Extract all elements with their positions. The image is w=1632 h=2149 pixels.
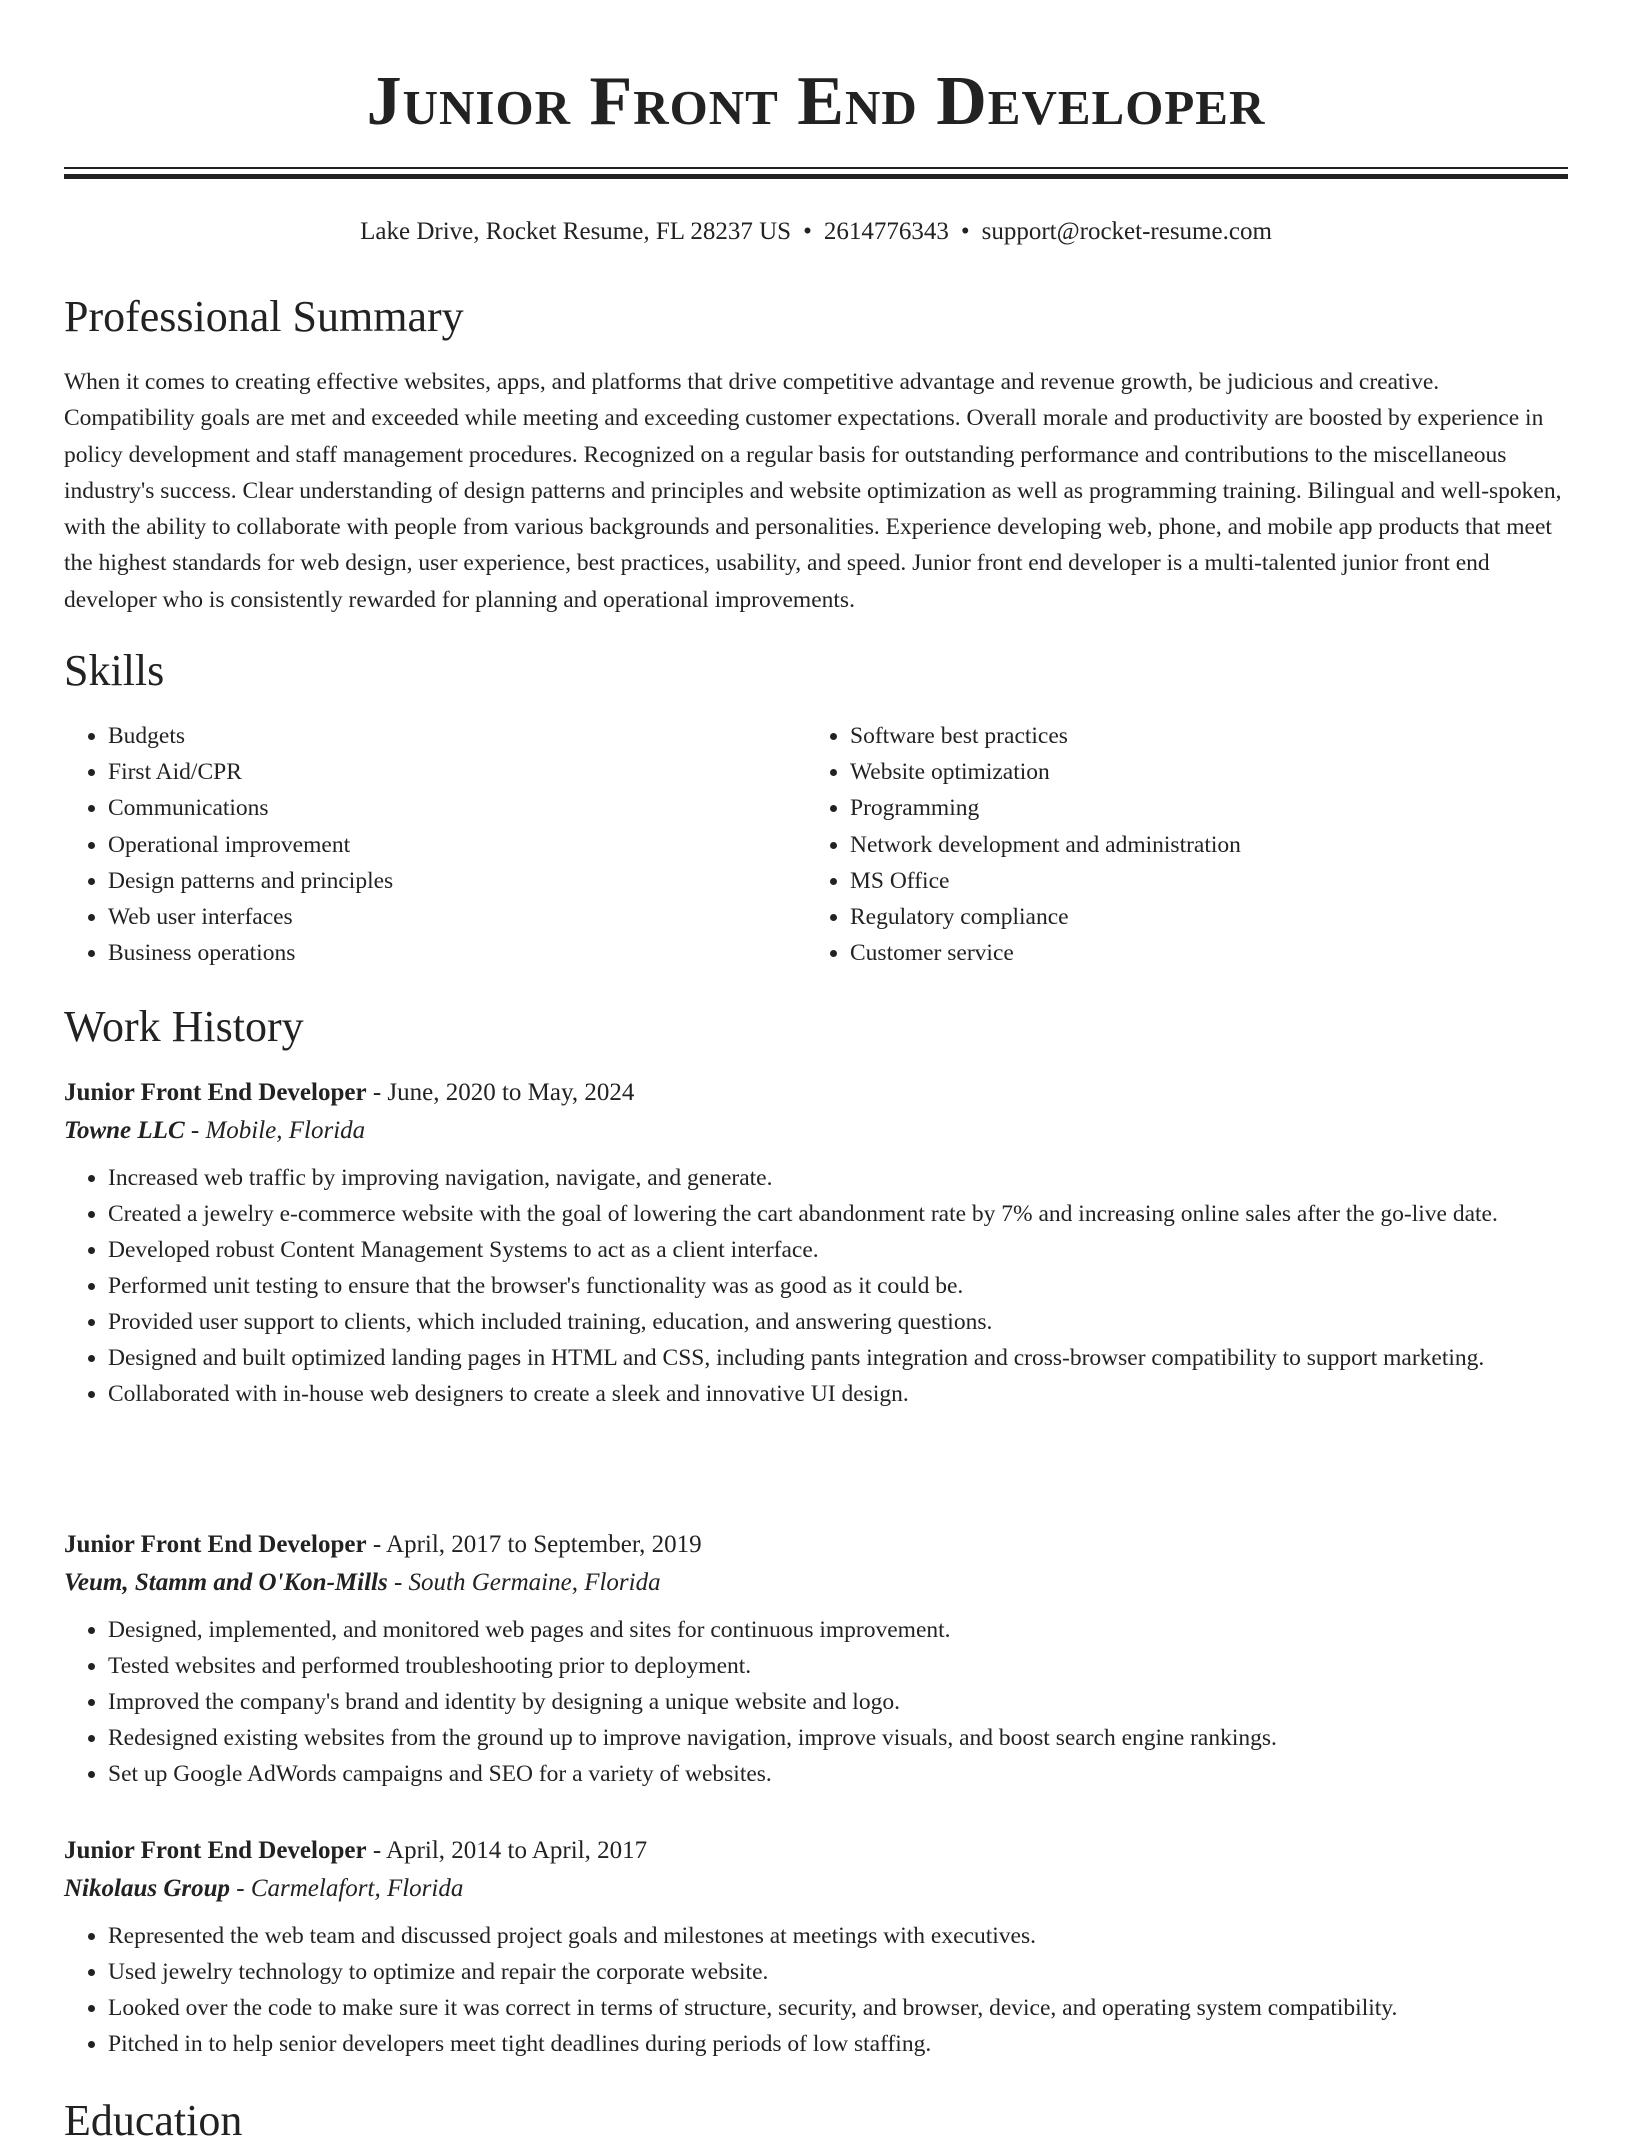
job-dates: April, 2017 to September, 2019 (386, 1531, 702, 1558)
job-bullet: • Developed robust Content Management Systems to act as a client interface. (108, 1232, 1568, 1268)
job-title-line: Junior Front End Developer - June, 2020 to May, 2024 (64, 1079, 635, 1106)
contact-line (64, 212, 1568, 252)
job-bullet-list (64, 1918, 1568, 2062)
job-location: Carmelafort, Florida (250, 1875, 464, 1902)
job-location: Mobile, Florida (205, 1117, 366, 1144)
job-bullet-list (64, 1612, 1568, 1792)
job-bullet: • Redesigned existing websites from the ground up to improve navigation, improve visuals, and boost search engine rankings. (108, 1720, 1568, 1756)
job-bullet: • Tested websites and performed troubleshooting prior to deployment. (108, 1648, 1568, 1684)
job-company-line: Towne LLC - Mobile, Florida (64, 1117, 366, 1144)
job-bullet: • Performed unit testing to ensure that the browser's functionality was as good as it could be. (108, 1268, 1568, 1304)
job-bullet: • Improved the company's brand and identity by designing a unique website and logo. (108, 1684, 1568, 1720)
skill-item: • Software best practices (850, 718, 1550, 754)
skill-item: • Programming (850, 790, 1550, 826)
contact-separator: • (960, 218, 970, 245)
job-company: Towne LLC (64, 1117, 185, 1144)
education-heading: Education (64, 2096, 243, 2145)
skill-item: • Network development and administration (850, 827, 1550, 863)
contact-phone: 2614776343 (823, 218, 949, 245)
skill-item: • Customer service (850, 935, 1550, 971)
skills-heading: Skills (64, 646, 165, 695)
job-dates: June, 2020 to May, 2024 (387, 1079, 635, 1106)
header-divider-thin (64, 167, 1568, 169)
work-history-heading: Work History (64, 1002, 304, 1051)
job-company: Veum, Stamm and O'Kon-Mills (64, 1569, 388, 1596)
contact-email: support@rocket-resume.com (981, 218, 1272, 245)
skills-list-right (806, 718, 1550, 971)
job-entry (64, 1526, 1568, 1792)
job-title: Junior Front End Developer (64, 1079, 367, 1106)
skill-item: • Website optimization (850, 754, 1550, 790)
job-title-line: Junior Front End Developer - April, 2017 to September, 2019 (64, 1531, 702, 1558)
skill-item: • First Aid/CPR (108, 754, 808, 790)
job-bullet-list (64, 1160, 1568, 1412)
job-location: South Germaine, Florida (408, 1569, 661, 1596)
resume-name: Junior Front End Developer (366, 63, 1266, 140)
skill-item: • MS Office (850, 863, 1550, 899)
job-bullet: • Designed, implemented, and monitored web pages and sites for continuous improvement. (108, 1612, 1568, 1648)
summary-text: When it comes to creating effective websites, apps, and platforms that drive competitive advantage and revenue growth, be judicious and creative. Compatibility goals are met and exceeded while meeting and exceeding customer expectations. Overall morale and productivity are boosted by experience in policy development and staff management procedures. Recognized on a regular basis for outstanding performance and contributions to the miscellaneous industry's success. Clear understanding of design patterns and principles and website optimization as well as programming training. Bilingual and well-spoken, with the ability to collaborate with people from various backgrounds and personalities. Experience developing web, phone, and mobile app products that meet the highest standards for web design, user experience, best practices, usability, and speed. Junior front end developer is a multi-talented junior front end developer who is consistently rewarded for planning and operational improvements. (64, 369, 1562, 613)
job-dates: April, 2014 to April, 2017 (386, 1837, 648, 1864)
job-bullet: • Increased web traffic by improving navigation, navigate, and generate. (108, 1160, 1568, 1196)
skills-list-left (64, 718, 808, 971)
contact-address: Lake Drive, Rocket Resume, FL 28237 US (360, 218, 792, 245)
job-company: Nikolaus Group (64, 1875, 231, 1902)
contact-separator: • (803, 218, 812, 245)
skill-item: • Web user interfaces (108, 899, 808, 935)
job-bullet: • Collaborated with in-house web designers to create a sleek and innovative UI design. (108, 1376, 1568, 1412)
skill-item: • Budgets (108, 718, 808, 754)
skill-item: • Business operations (108, 935, 808, 971)
job-entry (64, 1832, 1568, 2062)
job-bullet: • Represented the web team and discussed project goals and milestones at meetings with executives. (108, 1918, 1568, 1954)
job-bullet: • Looked over the code to make sure it was correct in terms of structure, security, and browser, device, and operating system compatibility. (108, 1990, 1568, 2026)
job-entry (64, 1074, 1568, 1412)
skill-item: • Regulatory compliance (850, 899, 1550, 935)
job-title-line: Junior Front End Developer - April, 2014 to April, 2017 (64, 1837, 648, 1864)
skill-item: • Design patterns and principles (108, 863, 808, 899)
job-company-line: Nikolaus Group - Carmelafort, Florida (64, 1875, 464, 1902)
skill-item: • Operational improvement (108, 827, 808, 863)
job-bullet: • Designed and built optimized landing pages in HTML and CSS, including pants integration and cross-browser compatibility to support marketing. (108, 1340, 1568, 1376)
job-bullet: • Set up Google AdWords campaigns and SEO for a variety of websites. (108, 1756, 1568, 1792)
header-divider-thick (64, 174, 1568, 179)
job-title: Junior Front End Developer (64, 1837, 367, 1864)
job-title: Junior Front End Developer (64, 1531, 367, 1558)
skill-item: • Communications (108, 790, 808, 826)
job-bullet: • Pitched in to help senior developers meet tight deadlines during periods of low staffing. (108, 2026, 1568, 2062)
job-bullet: • Provided user support to clients, which included training, education, and answering questions. (108, 1304, 1568, 1340)
job-bullet: • Used jewelry technology to optimize and repair the corporate website. (108, 1954, 1568, 1990)
job-bullet: • Created a jewelry e-commerce website with the goal of lowering the cart abandonment rate by 7% and increasing online sales after the go-live date. (108, 1196, 1568, 1232)
summary-heading: Professional Summary (64, 292, 464, 341)
job-company-line: Veum, Stamm and O'Kon-Mills - South Germaine, Florida (64, 1569, 661, 1596)
